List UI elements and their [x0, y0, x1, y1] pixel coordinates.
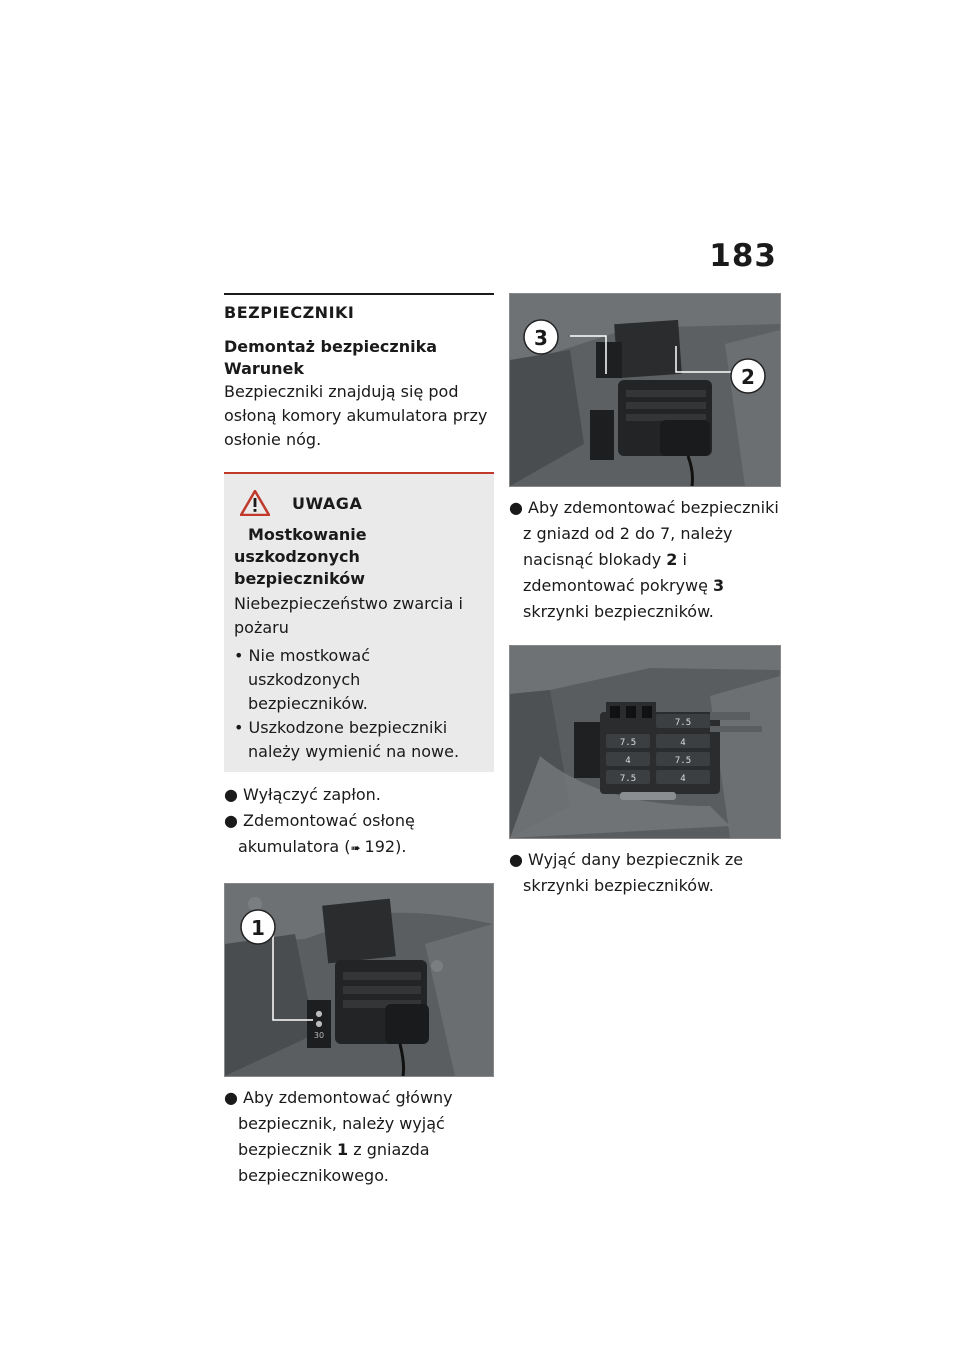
fuse-label: 4: [680, 738, 686, 748]
fuse-label: 7.5: [619, 738, 637, 748]
callout-3: 3: [534, 326, 548, 350]
fuse-label: 7.5: [674, 718, 692, 728]
warning-title: Mostkowanie uszkodzonych bezpieczników: [234, 525, 367, 588]
fuse-label: 4: [625, 756, 631, 766]
warning-triangle-icon: [240, 490, 270, 516]
section-rule: [224, 293, 494, 295]
section-title: BEZPIECZNIKI: [224, 303, 355, 322]
right-column: [509, 293, 781, 899]
photo-main-fuse-image: [225, 884, 493, 1076]
steps-list: [224, 782, 494, 861]
steps-list-3: [509, 495, 781, 625]
fuse-label: 7.5: [674, 756, 692, 766]
photo-fuse-cover-image: [510, 294, 780, 486]
left-column: [224, 293, 494, 1189]
photo-fuse-box: [509, 645, 781, 839]
warning-label: UWAGA: [292, 493, 363, 513]
warning-box: [224, 472, 494, 772]
fuse-label: 30: [313, 1031, 325, 1040]
reference-arrow-icon: ➠: [350, 841, 361, 855]
photo-fuse-cover: [509, 293, 781, 487]
warning-text: Niebezpieczeństwo zwarcia i pożaru: [234, 594, 463, 637]
steps-list-2: [224, 1085, 494, 1189]
fuse-label: 4: [680, 774, 686, 784]
fuse-label: ●: [315, 1009, 323, 1018]
step-item: ● Aby zdemontować główny bezpiecznik, należy wyjąć bezpiecznik 1 z gniazda bezpiecznikowego.: [224, 1088, 453, 1185]
step-item: ● Wyłączyć zapłon.: [224, 785, 381, 804]
warning-bullet: • Nie mostkować uszkodzonych bezpieczników.: [234, 646, 371, 713]
step-item: ● Zdemontować osłonę akumulatora (➠ 192).: [224, 811, 415, 856]
callout-1: 1: [251, 916, 265, 940]
photo-main-fuse: [224, 883, 494, 1077]
condition-text: Bezpieczniki znajdują się pod osłoną komory akumulatora przy osłonie nóg.: [224, 382, 488, 449]
callout-2: 2: [741, 365, 755, 389]
page-reference-link[interactable]: ➠ 192: [350, 837, 396, 856]
subhead-condition: Warunek: [224, 359, 305, 378]
fuse-label: ●: [315, 1019, 323, 1028]
page-number: 183: [709, 238, 777, 274]
warning-header: [234, 490, 484, 516]
steps-list-4: [509, 847, 781, 899]
subhead-removal: Demontaż bezpiecznika: [224, 337, 438, 356]
warning-bullets: [234, 644, 484, 764]
photo-fuse-box-image: [510, 646, 780, 838]
step-item: ● Aby zdemontować bezpieczniki z gniazd od 2 do 7, należy nacisnąć blokady 2 i zdemontować pokrywę 3 skrzynki bezpieczników.: [509, 498, 779, 621]
warning-bullet: • Uszkodzone bezpieczniki należy wymienić na nowe.: [234, 718, 460, 761]
fuse-label: 7.5: [619, 774, 637, 784]
step-item: ● Wyjąć dany bezpiecznik ze skrzynki bezpieczników.: [509, 850, 744, 895]
